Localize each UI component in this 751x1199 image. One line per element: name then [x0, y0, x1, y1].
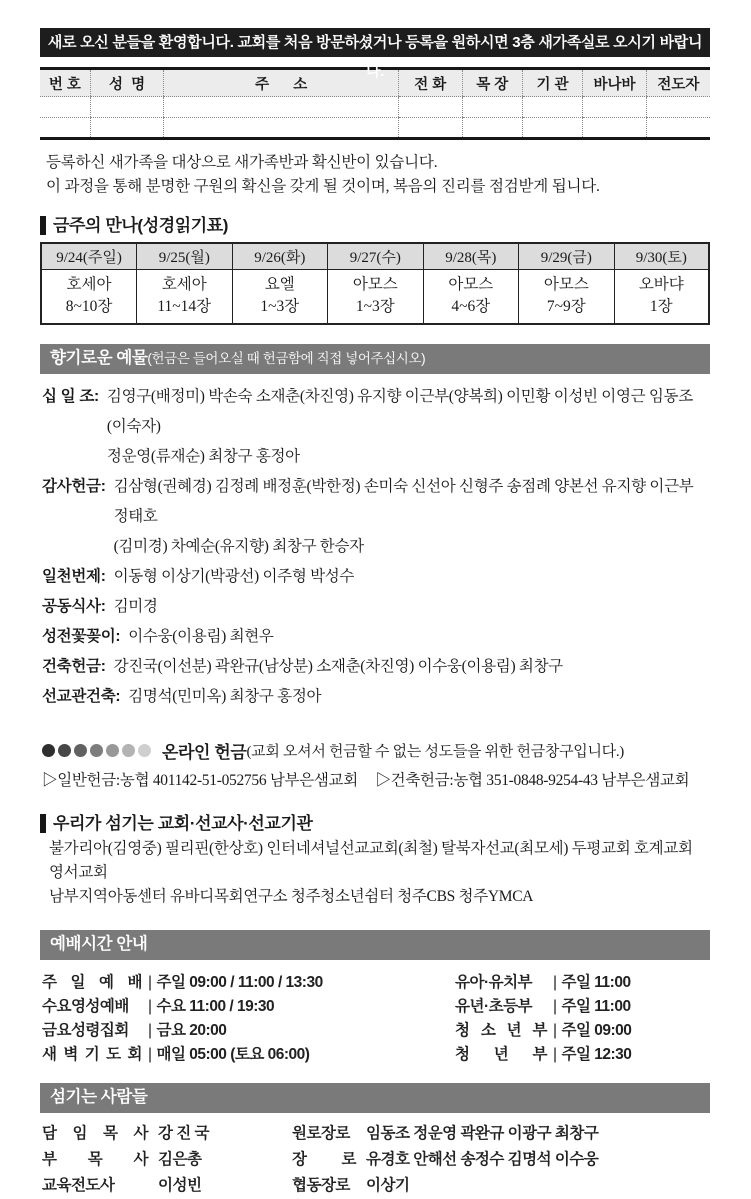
offering-item-flowers: [42, 622, 710, 652]
people-row: 장 로 유경호 안해선 송정수 김명석 이수웅: [292, 1151, 599, 1168]
bible-passage: 요엘 1~3장: [232, 270, 328, 325]
offering-label: 십 일 조:: [42, 388, 99, 405]
people-right-column: [292, 1121, 710, 1199]
offering-item-building: [42, 652, 710, 682]
people-title: 섬기는 사람들: [50, 1088, 148, 1106]
offering-label: 건축헌금:: [42, 658, 106, 675]
worship-row: 새 벽 기 도 회 | 매일 05:00 (토요 06:00): [42, 1046, 310, 1063]
offerings-subtitle: (헌금은 들어오실 때 헌금함에 직접 넣어주십시오): [147, 351, 426, 366]
offering-label: 일천번제:: [42, 568, 106, 585]
offering-names: 김영구(배정미) 박손숙 소재춘(차진영) 유지향 이근부(양복희) 이민황 이성빈 이영근 임동조(이숙자) 정운영(류재순) 최창구 홍정아: [106, 388, 693, 465]
worship-title: 예배시간 안내: [50, 935, 148, 953]
dot-icon: [58, 744, 71, 757]
missions-title: 우리가 섬기는 교회·선교사·선교기관: [40, 814, 710, 833]
offering-names: 이동형 이상기(박광선) 이주형 박성수: [113, 568, 355, 585]
people-row: 부 목 사 김은총: [42, 1151, 202, 1168]
dot-icon: [122, 744, 135, 757]
welcome-banner: 새로 오신 분들을 환영합니다. 교회를 처음 방문하셨거나 등록을 원하시면 3층 새가족실로 오시기 바랍니다.: [40, 28, 710, 57]
worship-row: 청 소 년 부 | 주일 09:00: [455, 1022, 632, 1039]
col-header-barnabas: 바나바: [583, 69, 647, 97]
col-header-address: 주 소: [164, 69, 399, 97]
worship-row: 금요성령집회 | 금요 20:00: [42, 1022, 227, 1039]
missions-line-2: 남부지역아동센터 유바디목회연구소 청주청소년쉼터 청주CBS 청주YMCA: [49, 888, 534, 905]
offering-label: 감사헌금:: [42, 478, 106, 495]
bible-date: 9/29(금): [519, 243, 615, 270]
online-accounts: [42, 768, 710, 790]
people-row: 협동장로 이상기: [292, 1177, 410, 1194]
offering-names: 김미경: [113, 598, 158, 615]
bible-reading-title: 금주의 만나(성경읽기표): [40, 216, 710, 235]
worship-row: 수요영성예배 | 수요 11:00 / 19:30: [42, 998, 275, 1015]
offerings-section-bar: [40, 344, 710, 374]
people-section-bar: [40, 1083, 710, 1113]
bible-passage-row: [41, 270, 709, 325]
offering-names: 김명석(민미옥) 최창구 홍정아: [128, 688, 322, 705]
offering-item-thousand: [42, 562, 710, 592]
bible-date: 9/24(주일): [41, 243, 137, 270]
people-row: 원로장로 임동조 정운영 곽완규 이광구 최창구: [292, 1125, 599, 1142]
worship-right-column: [455, 971, 710, 1067]
col-header-mokjang: 목 장: [462, 69, 522, 97]
bible-date: 9/26(화): [232, 243, 328, 270]
bible-passage: 아모스 4~6장: [423, 270, 519, 325]
registration-empty-row: [40, 97, 710, 118]
dot-icon: [42, 744, 55, 757]
col-header-name: 성 명: [90, 69, 164, 97]
online-offering-section: [42, 738, 710, 790]
worship-row: 유아·유치부 | 주일 11:00: [455, 974, 631, 991]
worship-left-column: [42, 971, 455, 1067]
bible-date: 9/27(수): [328, 243, 424, 270]
note-line-1: 등록하신 새가족을 대상으로 새가족반과 확신반이 있습니다.: [46, 154, 438, 171]
bible-passage: 호세아 11~14장: [137, 270, 233, 325]
bible-date: 9/28(목): [423, 243, 519, 270]
gradient-dots-icon: [42, 744, 154, 757]
offering-names: 이수웅(이용림) 최현우: [128, 628, 274, 645]
bible-reading-table: [40, 242, 710, 325]
bible-passage: 아모스 7~9장: [519, 270, 615, 325]
col-header-org: 기 관: [522, 69, 582, 97]
offering-names: 김삼형(권혜경) 김정례 배정훈(박한정) 손미숙 신선아 신형주 송점례 양본선 유지향 이근부 정태호 (김미경) 차예순(유지향) 최창구 한승자: [113, 478, 694, 555]
worship-row: 청 년 부 | 주일 12:30: [455, 1046, 632, 1063]
serving-people: [42, 1121, 710, 1199]
col-header-number: 번 호: [40, 69, 90, 97]
bible-passage: 오바댜 1장: [614, 270, 709, 325]
general-account: ▷일반헌금:농협 401142-51-052756 남부은샘교회: [42, 772, 358, 789]
offering-item-tithe: [42, 382, 710, 472]
offering-names: 강진국(이선분) 곽완규(남상분) 소재춘(차진영) 이수웅(이용림) 최창구: [113, 658, 563, 675]
worship-section-bar: [40, 930, 710, 960]
dot-icon: [90, 744, 103, 757]
note-line-2: 이 과정을 통해 분명한 구원의 확신을 갖게 될 것이며, 복음의 진리를 점검받게 됩니다.: [46, 178, 600, 195]
bible-date: 9/30(토): [614, 243, 709, 270]
offering-item-communal-meal: [42, 592, 710, 622]
col-header-phone: 전 화: [398, 69, 462, 97]
offerings-title: 향기로운 예물: [50, 349, 148, 367]
online-offering-note: (교회 오셔서 헌금할 수 없는 성도들을 위한 헌금창구입니다.): [246, 744, 624, 760]
bible-date-row: [41, 243, 709, 270]
online-offering-title: 온라인 헌금: [162, 743, 247, 762]
missions-list: [49, 837, 710, 909]
new-family-note: [46, 151, 710, 199]
building-account: ▷건축헌금:농협 351-0848-9254-43 남부은샘교회: [375, 772, 690, 789]
offerings-list: [42, 382, 710, 712]
people-row: 담 임 목 사 강 진 국: [42, 1125, 210, 1142]
bible-passage: 아모스 1~3장: [328, 270, 424, 325]
offering-label: 공동식사:: [42, 598, 106, 615]
registration-empty-row: [40, 118, 710, 139]
worship-times: [42, 971, 710, 1067]
offering-label: 선교관건축:: [42, 688, 121, 705]
dot-icon: [74, 744, 87, 757]
offering-item-mission-building: [42, 682, 710, 712]
dot-icon: [106, 744, 119, 757]
worship-row: 유년·초등부 | 주일 11:00: [455, 998, 631, 1015]
bible-passage: 호세아 8~10장: [41, 270, 137, 325]
people-left-column: [42, 1121, 292, 1199]
people-row: 교육전도사 이성빈: [42, 1177, 202, 1194]
worship-row: 주 일 예 배 | 주일 09:00 / 11:00 / 13:30: [42, 974, 323, 991]
col-header-evangelist: 전도자: [646, 69, 710, 97]
offering-item-thanksgiving: [42, 472, 710, 562]
bible-date: 9/25(월): [137, 243, 233, 270]
offering-label: 성전꽃꽂이:: [42, 628, 121, 645]
dot-icon: [138, 744, 151, 757]
missions-line-1: 불가리아(김영중) 필리핀(한상호) 인터네셔널선교교회(최철) 탈북자선교(최모세) 두평교회 호계교회 영서교회: [49, 840, 693, 881]
